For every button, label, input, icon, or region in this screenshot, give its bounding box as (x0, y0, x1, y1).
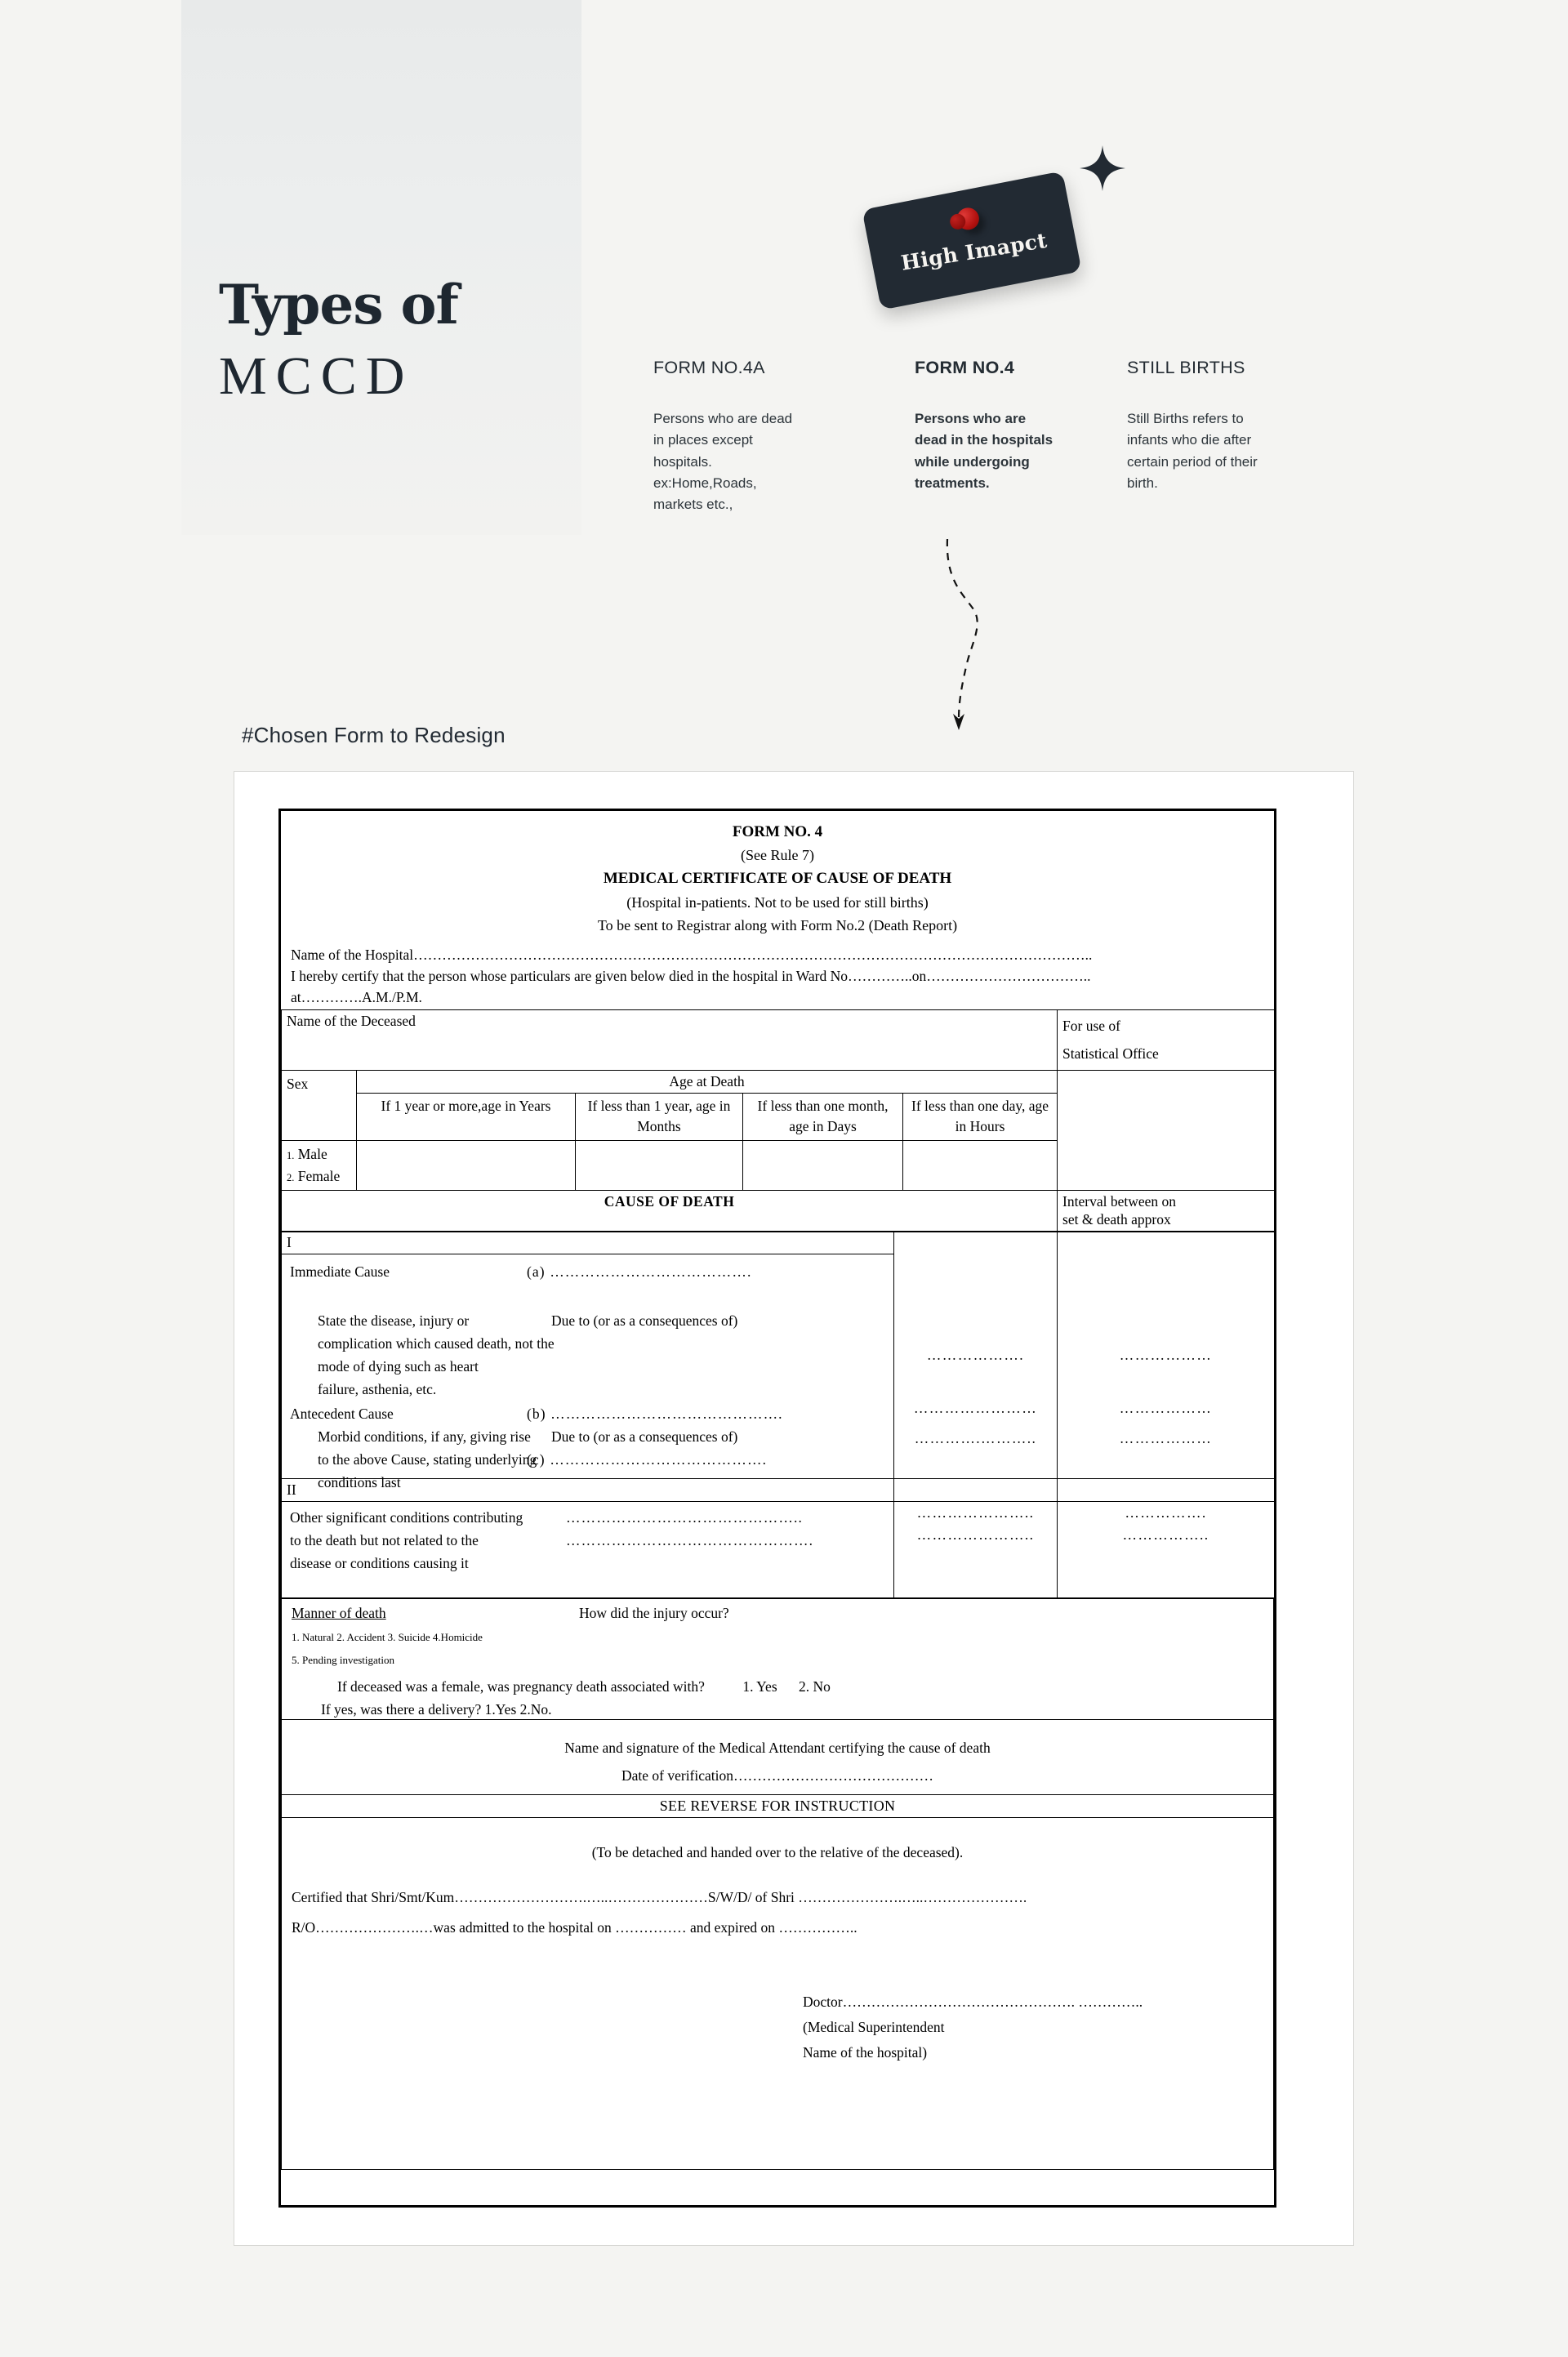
form-instruction: To be sent to Registrar along with Form No.2 (Death Report) (597, 916, 958, 933)
section-II-label: II (282, 1478, 894, 1501)
see-reverse-cell (282, 1794, 1274, 1817)
table-row (282, 1794, 1274, 1817)
manner-of-death-table (281, 1597, 1274, 2170)
certificate-line-2[interactable]: R/O………………….…was admitted to the hospital on …………… and expired on …………….. (292, 1918, 858, 1936)
table-row (282, 1010, 1275, 1071)
other-conditions-line-3: disease or conditions causing it (290, 1554, 469, 1571)
interval-column-II-spacer (894, 1478, 1058, 1501)
form-table (281, 1009, 1275, 1232)
table-row (282, 1190, 1275, 1232)
manner-of-death-label: Manner of death (292, 1605, 386, 1622)
column-body: Persons who are dead in the hospitals while undergoing treatments. (915, 411, 1054, 492)
immediate-cause-label: Immediate Cause (290, 1263, 390, 1280)
age-col-months: If less than 1 year, age in Months (576, 1093, 743, 1140)
interval-dots-a: ………………. (926, 1346, 1025, 1363)
form-header (281, 811, 1274, 941)
form-title: MEDICAL CERTIFICATE OF CAUSE OF DEATH (603, 870, 952, 888)
detach-note: (To be detached and handed over to the relative of the deceased). (591, 1843, 964, 1860)
other-stat-dots-2: …………….. (1122, 1526, 1209, 1543)
sticker-label: High Imapct (899, 228, 1049, 275)
age-years-input[interactable] (357, 1140, 576, 1190)
column-body: Still Births refers to infants who die after certain period of their birth. (1127, 411, 1258, 492)
age-at-death-header: Age at Death (357, 1070, 1058, 1093)
other-stat-dots-1: ……………. (1125, 1504, 1207, 1521)
item-b-field[interactable]: (b) ………………………………………. (527, 1405, 783, 1422)
interval-line-2: set & death approx (1062, 1210, 1171, 1228)
stat-dots-b: ……………… (1119, 1399, 1213, 1416)
interval-line-1: Interval between on (1062, 1192, 1177, 1210)
doctor-block (282, 1942, 1273, 2065)
delivery-question[interactable]: If yes, was there a delivery? 1.Yes 2.No. (321, 1701, 552, 1718)
table-row (282, 1478, 1275, 1501)
pregnancy-yes-option[interactable]: 1. Yes (742, 1678, 777, 1695)
column-heading: FORM NO.4A (653, 358, 765, 377)
table-row (282, 1817, 1274, 2169)
manner-of-death-cell[interactable] (282, 1598, 1274, 1720)
page-title (219, 273, 562, 406)
other-conditions-line-1: Other significant conditions contributing (290, 1508, 523, 1526)
form-subtitle: (Hospital in-patients. Not to be used for still births) (626, 893, 929, 911)
table-row (282, 1501, 1275, 1598)
certificate-lines (282, 1882, 1273, 1943)
dashed-arrow (931, 539, 1045, 743)
state-disease-line-3: mode of dying such as heart (318, 1357, 479, 1375)
pregnancy-question: If deceased was a female, was pregnancy death associated with? (337, 1678, 705, 1695)
certificate-line-1[interactable]: Certified that Shri/Smt/Kum……………………….…..…………………S/W/D/ of Shri ………………….…..…………………. (292, 1888, 1027, 1905)
morbid-line-1: Morbid conditions, if any, giving rise (318, 1428, 531, 1445)
doctor-signature-field[interactable]: Doctor…………………………………………. ………….. (803, 1994, 1143, 2011)
detachable-certificate-cell[interactable] (282, 1817, 1274, 2169)
age-months-input[interactable] (576, 1140, 743, 1190)
state-disease-line-1: State the disease, injury or (318, 1312, 470, 1329)
signature-block (282, 1720, 1273, 1794)
stat-dots-c: ……………… (1119, 1429, 1213, 1446)
form-card (234, 771, 1354, 2246)
form-type-column-4 (915, 358, 1058, 494)
due-to-label-1: Due to (or as a consequences of) (551, 1312, 738, 1329)
deceased-name-cell[interactable]: Name of the Deceased (282, 1010, 1058, 1071)
section-I-label: I (282, 1231, 894, 1254)
title-background-panel (181, 0, 581, 535)
statistical-column-I[interactable] (1058, 1231, 1275, 1478)
statistical-office-cell[interactable] (1058, 1070, 1275, 1190)
other-conditions-dots-1[interactable]: ……………………………………….. (566, 1508, 803, 1526)
other-interval-dots-1: ………………….. (916, 1504, 1035, 1521)
due-to-label-2: Due to (or as a consequences of) (551, 1428, 738, 1445)
mccd-form-4 (278, 809, 1276, 2208)
other-conditions-line-2: to the death but not related to the (290, 1531, 479, 1548)
morbid-line-3: conditions last (318, 1473, 401, 1490)
ward-certify-field[interactable]: I hereby certify that the person whose particulars are given below died in the hospital in Ward No…………..on…………………………….. (291, 967, 1091, 984)
sex-header: Sex (282, 1070, 357, 1140)
form-type-column-4a (653, 358, 796, 516)
table-row (282, 1598, 1274, 1720)
title-line-2: MCCD (219, 346, 414, 406)
interval-dots-b: …………………… (913, 1399, 1038, 1416)
high-impact-sticker (862, 171, 1081, 310)
see-reverse-text: SEE REVERSE FOR INSTRUCTION (659, 1797, 896, 1814)
age-col-years: If 1 year or more,age in Years (357, 1093, 576, 1140)
interval-dots-c: ………….……….. (914, 1429, 1037, 1446)
statistical-column-II-spacer (1058, 1478, 1275, 1501)
hospital-name-field[interactable]: Name of the Hospital…………………………………………………………………………………………………………………………….. (291, 946, 1093, 963)
column-heading: STILL BIRTHS (1127, 358, 1245, 377)
item-a-field[interactable]: (a) …………………………………. (527, 1263, 752, 1280)
antecedent-cause-label: Antecedent Cause (290, 1405, 394, 1422)
chosen-form-label: #Chosen Form to Redesign (242, 723, 506, 747)
age-hours-input[interactable] (903, 1140, 1058, 1190)
table-row (282, 1070, 1275, 1093)
interval-column-I[interactable] (894, 1231, 1058, 1478)
attendant-signature-line: Name and signature of the Medical Attendant certifying the cause of death (564, 1740, 991, 1757)
hospital-name-label: Name of the hospital) (803, 2043, 928, 2061)
state-disease-line-4: failure, asthenia, etc. (318, 1380, 437, 1397)
item-c-field[interactable]: (c) ……………………………………. (527, 1450, 768, 1468)
age-col-days: If less than one month, age in Days (743, 1093, 903, 1140)
interval-column-II[interactable] (894, 1501, 1058, 1598)
age-days-input[interactable] (743, 1140, 903, 1190)
pregnancy-no-option[interactable]: 2. No (799, 1678, 831, 1695)
morbid-line-2: to the above Cause, stating underlying (318, 1450, 537, 1468)
manner-options-line-2[interactable]: 5. Pending investigation (292, 1654, 395, 1667)
stat-office-line-1: For use of (1062, 1018, 1121, 1035)
date-of-verification-field[interactable]: Date of verification…………………………………… (621, 1767, 934, 1784)
pushpin-icon (956, 206, 982, 232)
column-heading: FORM NO.4 (915, 358, 1015, 377)
age-col-hours: If less than one day, age in Hours (903, 1093, 1058, 1140)
form-intro (281, 941, 1274, 1010)
table-row (282, 1231, 1275, 1254)
medical-superintendent-label: (Medical Superintendent (803, 2019, 945, 2035)
form-rule: (See Rule 7) (741, 846, 814, 863)
sparkle-icon (1080, 145, 1125, 191)
stat-office-line-2: Statistical Office (1062, 1045, 1159, 1062)
table-row (282, 1720, 1274, 1795)
form-number: FORM NO. 4 (732, 823, 823, 840)
state-disease-line-2: complication which caused death, not the (318, 1334, 555, 1352)
injury-question: How did the injury occur? (579, 1605, 729, 1622)
stat-dots-a: ……………… (1119, 1346, 1213, 1363)
cause-of-death-title: CAUSE OF DEATH (282, 1190, 1058, 1232)
cause-of-death-table (281, 1231, 1275, 1599)
signature-cell[interactable] (282, 1720, 1274, 1795)
sex-options-cell[interactable]: 1. Male 2. Female (282, 1140, 357, 1190)
time-field[interactable]: at………….A.M./P.M. (291, 989, 422, 1006)
manner-of-death-block (282, 1598, 1273, 1719)
form-type-column-still-births (1127, 358, 1270, 494)
column-body: Persons who are dead in places except hospitals. ex:Home,Roads, markets etc., (653, 411, 793, 513)
other-conditions-dots-2[interactable]: …………………………………………. (566, 1531, 814, 1548)
other-interval-dots-2: ………………….. (916, 1526, 1035, 1543)
interval-header (1058, 1190, 1275, 1232)
title-line-1: Types of (219, 273, 458, 336)
statistical-column-II[interactable] (1058, 1501, 1275, 1598)
statistical-office-header (1058, 1010, 1275, 1071)
other-conditions-pane[interactable] (282, 1501, 894, 1598)
manner-options-line-1[interactable]: 1. Natural 2. Accident 3. Suicide 4.Homicide (292, 1631, 483, 1644)
